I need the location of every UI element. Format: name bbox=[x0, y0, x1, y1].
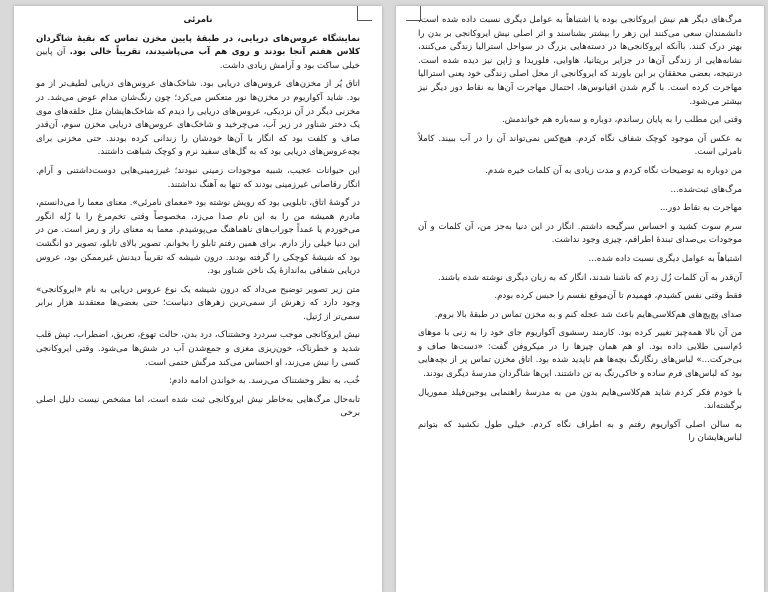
chapter-title: نامرئی bbox=[183, 15, 213, 25]
paragraph: به سالن اصلی آکواریوم رفتم و به اطراف نگاه کردم. خیلی طول نکشید که بتوانم لباس‌هایشان را bbox=[418, 419, 742, 444]
paragraph: صدای پچ‌پچ‌های هم‌کلاسی‌هایم باعث شد عجله کنم و به مخزن تماس در طبقهٔ بالا بروم. bbox=[434, 309, 742, 320]
paragraph: مهاجرت به نقاط دور... bbox=[659, 203, 742, 214]
right-page bbox=[396, 6, 764, 592]
paragraph: من دوباره به توضیحات نگاه کردم و مدت زیادی به آن کلمات خیره شدم. bbox=[485, 165, 742, 176]
paragraph: این حیوانات عجیب، شبیه موجودات زمینی نبودند؛ غیرزمینی‌هایی دوست‌داشتنی و آرام. انگار رقاصانی غیرزمینی بودند که تنها به آهنگ نداشتند. bbox=[36, 165, 360, 190]
paragraph: آن‌قدر به آن کلمات زُل زدم که ناشنا شدند، انگار که به زبان دیگری نوشته شده باشند. bbox=[437, 272, 742, 283]
intro-rest-text: آن پایین خیلی ساکت بود و آرامش زیادی داشت. bbox=[36, 47, 360, 71]
paragraph: با خودم فکر کردم شاید هم‌کلاسی‌هایم بدون من به مدرسهٔ راهنمایی یوجین‌فیلد مموریال برگشته‌اند. bbox=[418, 387, 742, 412]
paragraph: مرگ‌های ثبت‌شده... bbox=[670, 184, 742, 195]
left-page bbox=[14, 6, 382, 592]
paragraph: وقتی این مطلب را به پایان رساندم، دوباره و سه‌باره هم خواندمش. bbox=[502, 115, 742, 126]
paragraph: نیش ایروکانجی موجب سردرد وحشتناک، درد بدن، حالت تهوع، تعریق، اضطراب، تپش قلب شدید و خطرناک، خون‌ریزی مغزی و جمع‌شدن آب در شش‌ها می‌شود. وقتی ایروکانجی کسی را نیش می‌زند، او احساس می‌کند مرگش حتمی است. bbox=[36, 330, 360, 368]
paragraph: اتاق پُر از مخزن‌های عروس‌های دریایی بود. شاخک‌های عروس‌های دریایی لطیف‌تر از مو بود. شاید آکواریوم در مخزن‌ها نور متعکس می‌کرد؛ چون رنگ‌شان مدام عوض می‌شد. در مخزنی دیگر در آن نزدیکی، عروس‌های دریایی را دیدم که شاخک‌هایشان مثل حلقه‌های موی یک دختر شناور در زیر آب، می‌چرخید و شاخک‌های عروس‌های دریایی مخزن سوم، آن‌قدر صاف و کلفت بود که انگار با آن‌ها خودشان را زندانی کرده بودند. حتی مخزنی برای بچه‌عروس‌های دریایی بود که به گل‌های سفید نرم و کوچک شباهت داشتند. bbox=[36, 79, 360, 158]
right-page-text bbox=[418, 14, 742, 451]
paragraph: فقط وقتی نفس کشیدم، فهمیدم تا آن‌موقع نفسم را حبس کرده بودم. bbox=[494, 291, 742, 302]
intro-bold-text: نمایشگاه عروس‌های دریایی، در طبقهٔ پایین مخزن تماس که بقیهٔ شاگردان کلاس هفتم آنجا بودند و روی هم آب می‌پاشیدند، تقریباً خالی بود. bbox=[36, 33, 360, 58]
paragraph: سرم سوت کشید و احساس سرگیجه داشتم. انگار در این دنیا به‌جز من، آن کلمات و آن موجودات بی‌صدای تبندهٔ اطرافم، چیزی وجود نداشت. bbox=[418, 221, 742, 246]
paragraph: مرگ‌های دیگر هم نیش ایروکانجی بوده یا اشتباهاً به عوامل دیگری نسبت داده شده است. دانشمندان سعی می‌کنند این زهر را بیشتر بشناسند و اثر اصلی نیش ایروکانجی بر بدن را بهتر درک کنند. باآنکه ایروکانجی‌ها در دسته‌هایی بزرگ در سواحل استرالیا زندگی می‌کنند، نشانه‌هایی از زندگی آن‌ها در جزایر بریتانیا، هاوایی، فلوریدا و ژاپن نیز دیده شده است. درنتیجه، بعضی محققان بر این باورند که ایروکانجی از محل اصلی زندگی خود یعنی استرالیا مهاجرت کرده است. با گرم شدن اقیانوس‌ها، احتمال مهاجرت آن‌ها به نقاط دور دیگر نیز بیشتر می‌شود. bbox=[418, 15, 742, 107]
paragraph: در گوشهٔ اتاق، تابلویی بود که رویش نوشته بود «معمای نامرئی». معنای معما را می‌دانستم، مادرم همیشه من را به این نام صدا می‌زد، مخصوصاً وقتی تخم‌مرغ را با زُله انگور می‌خوردم یا عمداً جوراب‌های ناهماهنگ می‌پوشیدم. معما به معنای راز و رمز است. من در این دنیا خیلی راز دارم. برای همین رفتم تابلو را بخوانم. تصویر بالای تابلو، تصویر دو انگشت بود که شیشهٔ کوچکی را گرفته بودند. درون شیشه که تقریباً دیدنش غیرممکن بود، عروس دریایی شفافی به‌اندازهٔ یک ناخن شناور بود. bbox=[36, 198, 360, 277]
paragraph: خُب، به نظر وحشتناک می‌رسد. به خواندن ادامه دادم: bbox=[169, 376, 360, 387]
paragraph: اشتباهاً به عوامل دیگری نسبت داده شده... bbox=[588, 253, 742, 264]
paragraph: متن زیر تصویر توضیح می‌داد که درون شیشه یک نوع عروس دریایی به نام «ایروکانجی» وجود دارد که زهرش از سمی‌ترین زهرهای دنیاست؛ حتی بعضی‌ها معتقدند هزار برابر سمی‌تر از رُتیل. bbox=[36, 284, 360, 322]
paragraph: به عکس آن موجود کوچک شفاف نگاه کردم. هیچ‌کس نمی‌تواند آن را در آب ببیند. کاملاً نامرئی است. bbox=[418, 133, 742, 158]
paragraph: من آن بالا همه‌چیز تغییر کرده بود. کارمند رسشوی آکواریوم جای خود را به زنی با موهای دُم‌اسبی طلایی داده بود. او هم همان چیزها را در میکروفن گفت: «دست‌ها صاف و بی‌حرکت...» لباس‌های رنگارنگ بچه‌ها هم ناپدید شده بود. اتاق مخزن تماس پر از بچه‌هایی بود که لباس‌های فرم ساده و خاکی‌رنگ به تن داشتند. این‌ها شاگردان مدرسهٔ دیگری بودند. bbox=[418, 328, 742, 380]
paragraph: تابه‌حال مرگ‌هایی به‌خاطر نیش ایروکانجی ثبت شده است، اما مشخص نیست دلیل اصلی برخی bbox=[36, 394, 360, 419]
left-page-text bbox=[36, 14, 360, 426]
intro-paragraph bbox=[36, 33, 360, 74]
